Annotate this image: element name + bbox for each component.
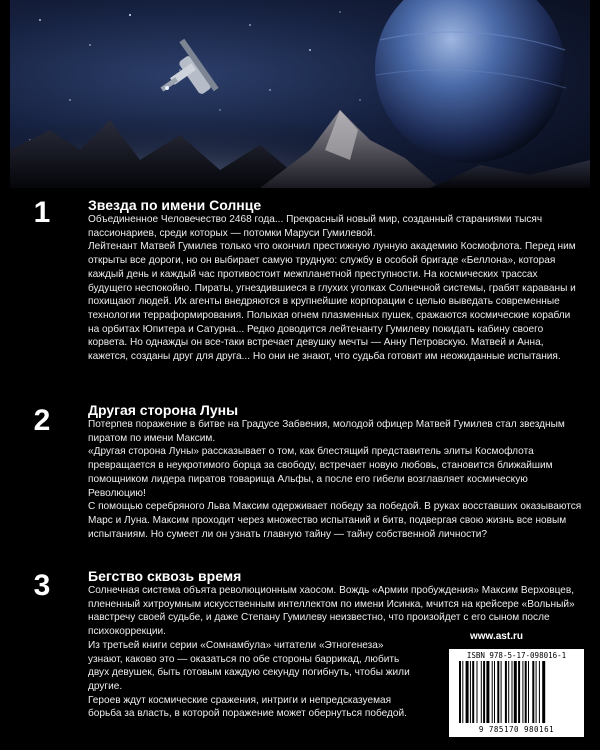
isbn-label: ISBN 978-5-17-098016-1 bbox=[466, 651, 567, 660]
paragraph: Лейтенант Матвей Гумилев только что окончил престижную лунную академию Космофлота. Перед ним открыты все дороги, но он выбирает самую трудную: службу в особой бригаде «Беллона», которая каждый день и каждый час противостоит межпланетной преступности. На космических трассах будущего неспокойно. Пираты, угнездившиеся в глухих уголках Солнечной системы, грабят караваны и похищают людей. Их агенты внедряются в крупнейшие корпорации с целью выведать современные технологии терраформирования. Полыхая огнем плазменных пушек, сражаются космические корабли на орбитах Юпитера и Сатурна... Редко доводится лейтенанту Гумилеву покидать кабину своего корвета. Но однажды он все-таки встречает девушку мечты — Анну Петровскую. Матвей и Анна, кажется, созданы друг для друга... Но они не знают, что судьба готовит им неожиданные испытания. bbox=[88, 241, 576, 363]
space-scene-image bbox=[10, 0, 590, 188]
section-number: 1 bbox=[33, 196, 51, 229]
paragraph: Объединенное Человечество 2468 года... Прекрасный новый мир, созданный стараниями тысяч пассионариев, среди которых — потомки Маруси Гумилевой. bbox=[88, 214, 543, 239]
section-title: Звезда по имени Солнце bbox=[88, 197, 262, 213]
paragraph: «Другая сторона Луны» рассказывает о том, как блестящий представитель элиты Космофлота превращается в неукротимого борца за свободу, встречает новую любовь, становится ближайшим помощником лидера пиратов товарища Альфы, а после его гибели возглавляет космическую Революцию! bbox=[88, 446, 553, 499]
spaceship-icon bbox=[160, 39, 218, 96]
publisher-site: www.ast.ru bbox=[470, 631, 523, 642]
section-title: Другая сторона Луны bbox=[88, 402, 239, 418]
paragraph: Из третьей книги серии «Сомнамбула» читатели «Этногенеза» узнают, каково это — оказаться по обе стороны баррикад, любить двух девушек, быть готовым каждую секунду погибнуть, чтобы жили другие. bbox=[88, 639, 410, 692]
barcode-number: 9 785170 980161 bbox=[478, 725, 555, 734]
section-number: 3 bbox=[33, 569, 51, 602]
paragraph: Героев ждут космические сражения, интриги и непредсказуемая борьба за власть, в которой поражение может обернуться победой. bbox=[88, 694, 407, 720]
paragraph: Солнечная система объята революционным хаосом. Вождь «Армии пробуждения» Максим Верховцев, плененный хитроумным искусственным интеллектом по имени Исинка, мчится на крейсере «Вольный» навстречу своей судьбе, и даже Степану Гумилеву неизвестно, что произойдет с его сыном после психокоррекции. bbox=[88, 585, 575, 638]
paragraph: Потерпев поражение в битве на Градусе Забвения, молодой офицер Матвей Гумилев стал звездным пиратом по имени Максим. bbox=[88, 419, 565, 444]
barcode-box bbox=[449, 649, 584, 737]
section-text bbox=[88, 213, 584, 364]
paragraph: С помощью серебряного Льва Максим одерживает победу за победой. В руках восставших оказываются Марс и Луна. Максим проходит через множество испытаний и битв, подвергая свою жизнь все новым испытаниям. Но сумеет ли он узнать главную тайну — тайну собственной личности? bbox=[88, 501, 582, 540]
barcode-icon bbox=[459, 661, 574, 723]
section-1 bbox=[0, 190, 600, 390]
section-2 bbox=[0, 396, 600, 556]
section-title: Бегство сквозь время bbox=[88, 568, 242, 584]
section-number: 2 bbox=[33, 404, 51, 437]
section-text bbox=[88, 418, 584, 541]
space-illustration bbox=[10, 0, 590, 188]
